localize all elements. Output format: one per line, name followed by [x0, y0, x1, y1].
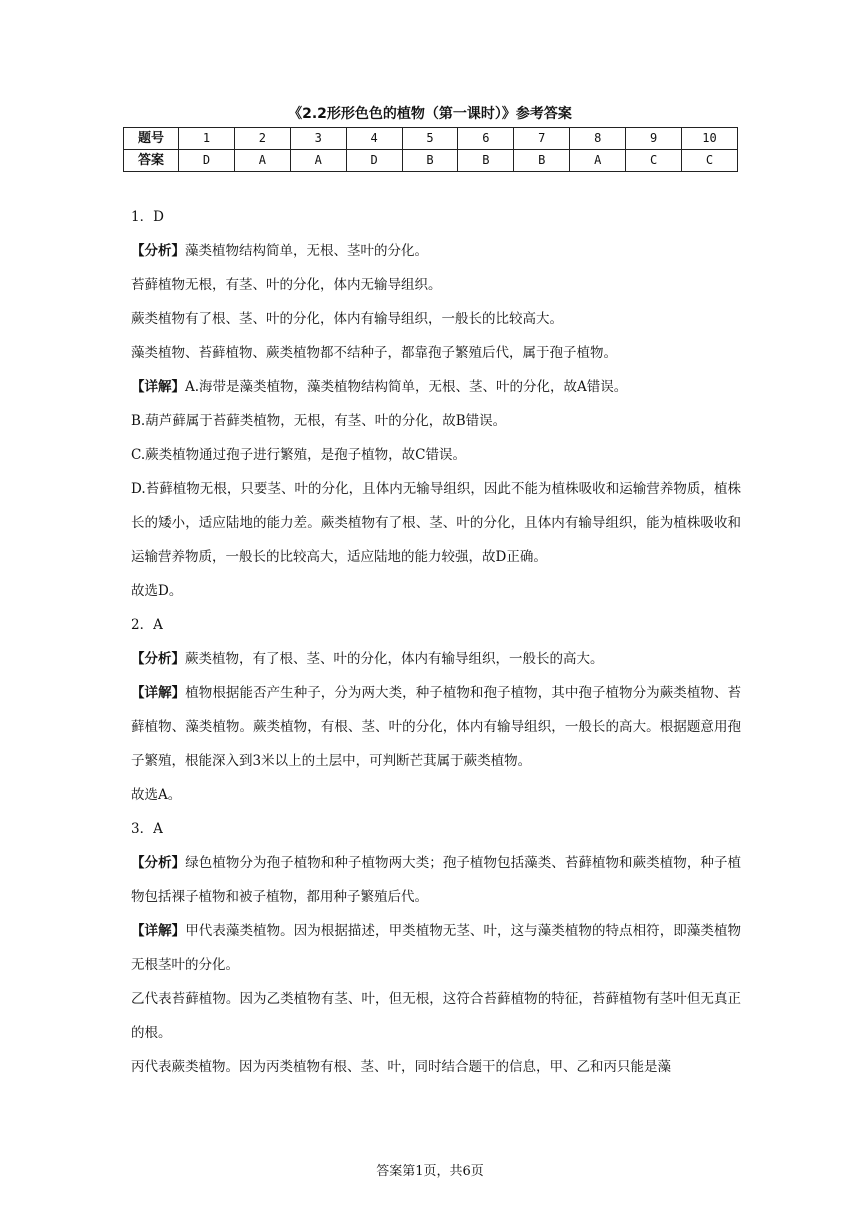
- question-number-cell: 7: [514, 128, 570, 150]
- question-number-cell: 6: [458, 128, 514, 150]
- answer-cell: C: [682, 150, 738, 172]
- page-footer: 答案第1页，共6页: [376, 1164, 484, 1179]
- paragraph: [131, 778, 741, 812]
- paragraph-text: 丙代表蕨类植物。因为丙类植物有根、茎、叶，同时结合题干的信息，甲、乙和丙只能是藻: [131, 1059, 671, 1075]
- answer-cell: A: [234, 150, 290, 172]
- paragraph-text: 1．D: [131, 209, 164, 225]
- question-number-cell: 3: [290, 128, 346, 150]
- answer-cell: D: [346, 150, 402, 172]
- paragraph-tag: 【分析】: [131, 651, 185, 667]
- paragraph: [131, 200, 741, 234]
- paragraph-tag: 【详解】: [131, 685, 186, 701]
- answer-cell: A: [570, 150, 626, 172]
- table-row-question-numbers: [124, 128, 738, 150]
- question-number-cell: 10: [682, 128, 738, 150]
- question-number-cell: 9: [626, 128, 682, 150]
- document-title: 《2.2形形色色的植物（第一课时）》参考答案: [288, 106, 572, 122]
- question-number-cell: 5: [402, 128, 458, 150]
- answer-cell: A: [290, 150, 346, 172]
- answer-cell: D: [179, 150, 235, 172]
- paragraph: [131, 302, 741, 336]
- paragraph: [131, 574, 741, 608]
- paragraph: [131, 642, 741, 676]
- paragraph: [131, 608, 741, 642]
- answer-cell: B: [458, 150, 514, 172]
- paragraph-text: 藻类植物、苔藓植物、蕨类植物都不结种子，都靠孢子繁殖后代，属于孢子植物。: [131, 345, 617, 361]
- paragraph-text: 植物根据能否产生种子，分为两大类，种子植物和孢子植物，其中孢子植物分为蕨类植物、苔藓植物、藻类植物。蕨类植物，有根、茎、叶的分化，体内有输导组织，一般长的高大。根据题意用孢子繁殖，根能深入到3米以上的土层中，可判断芒萁属于蕨类植物。: [131, 685, 742, 769]
- paragraph: [131, 1050, 741, 1084]
- answer-cell: B: [514, 150, 570, 172]
- question-number-cell: 8: [570, 128, 626, 150]
- paragraph-text: 绿色植物分为孢子植物和种子植物两大类；孢子植物包括藻类、苔藓植物和蕨类植物，种子植物包括裸子植物和被子植物，都用种子繁殖后代。: [131, 855, 742, 905]
- paragraph-text: B.葫芦藓属于苔藓类植物，无根，有茎、叶的分化，故B错误。: [131, 413, 507, 429]
- paragraph: [131, 846, 741, 914]
- paragraph: [131, 336, 741, 370]
- paragraph: [131, 438, 741, 472]
- row-label-number: 题号: [124, 128, 179, 150]
- paragraph-text: D.苔藓植物无根，只要茎、叶的分化，且体内无输导组织，因此不能为植株吸收和运输营养物质，植株长的矮小，适应陆地的能力差。蕨类植物有了根、茎、叶的分化，且体内有输导组织，能为植株吸收和运输营养物质，一般长的比较高大，适应陆地的能力较强，故D正确。: [131, 481, 741, 565]
- paragraph: [131, 676, 741, 778]
- paragraph: [131, 370, 741, 404]
- paragraph: [131, 914, 741, 982]
- question-number-cell: 2: [234, 128, 290, 150]
- paragraph-text: 2．A: [131, 617, 163, 633]
- paragraph-text: 乙代表苔藓植物。因为乙类植物有茎、叶，但无根，这符合苔藓植物的特征，苔藓植物有茎叶但无真正的根。: [131, 991, 741, 1041]
- paragraph-text: A.海带是藻类植物，藻类植物结构简单，无根、茎、叶的分化，故A错误。: [185, 379, 628, 395]
- paragraph-text: 苔藓植物无根，有茎、叶的分化，体内无输导组织。: [131, 277, 442, 293]
- paragraph: [131, 472, 741, 574]
- answer-cell: C: [626, 150, 682, 172]
- answer-explanations: [131, 200, 741, 1084]
- paragraph: [131, 982, 741, 1050]
- paragraph-text: 故选A。: [131, 787, 182, 803]
- paragraph-text: 蕨类植物，有了根、茎、叶的分化，体内有输导组织，一般长的高大。: [185, 651, 604, 667]
- paragraph: [131, 404, 741, 438]
- table-row-answers: [124, 150, 738, 172]
- paragraph-text: 藻类植物结构简单，无根、茎叶的分化。: [185, 243, 428, 259]
- paragraph-text: C.蕨类植物通过孢子进行繁殖，是孢子植物，故C错误。: [131, 447, 466, 463]
- paragraph: [131, 812, 741, 846]
- answer-cell: B: [402, 150, 458, 172]
- paragraph: [131, 234, 741, 268]
- paragraph-text: 3．A: [131, 821, 163, 837]
- paragraph-text: 甲代表藻类植物。因为根据描述，甲类植物无茎、叶，这与藻类植物的特点相符，即藻类植物无根茎叶的分化。: [131, 923, 742, 973]
- paragraph-tag: 【分析】: [131, 855, 186, 871]
- question-number-cell: 1: [179, 128, 235, 150]
- paragraph-tag: 【详解】: [131, 379, 185, 395]
- row-label-answer: 答案: [124, 150, 179, 172]
- paragraph-text: 故选D。: [131, 583, 183, 599]
- answer-table: [123, 127, 738, 172]
- paragraph: [131, 268, 741, 302]
- question-number-cell: 4: [346, 128, 402, 150]
- paragraph-tag: 【详解】: [131, 923, 186, 939]
- paragraph-text: 蕨类植物有了根、茎、叶的分化，体内有输导组织，一般长的比较高大。: [131, 311, 563, 327]
- paragraph-tag: 【分析】: [131, 243, 185, 259]
